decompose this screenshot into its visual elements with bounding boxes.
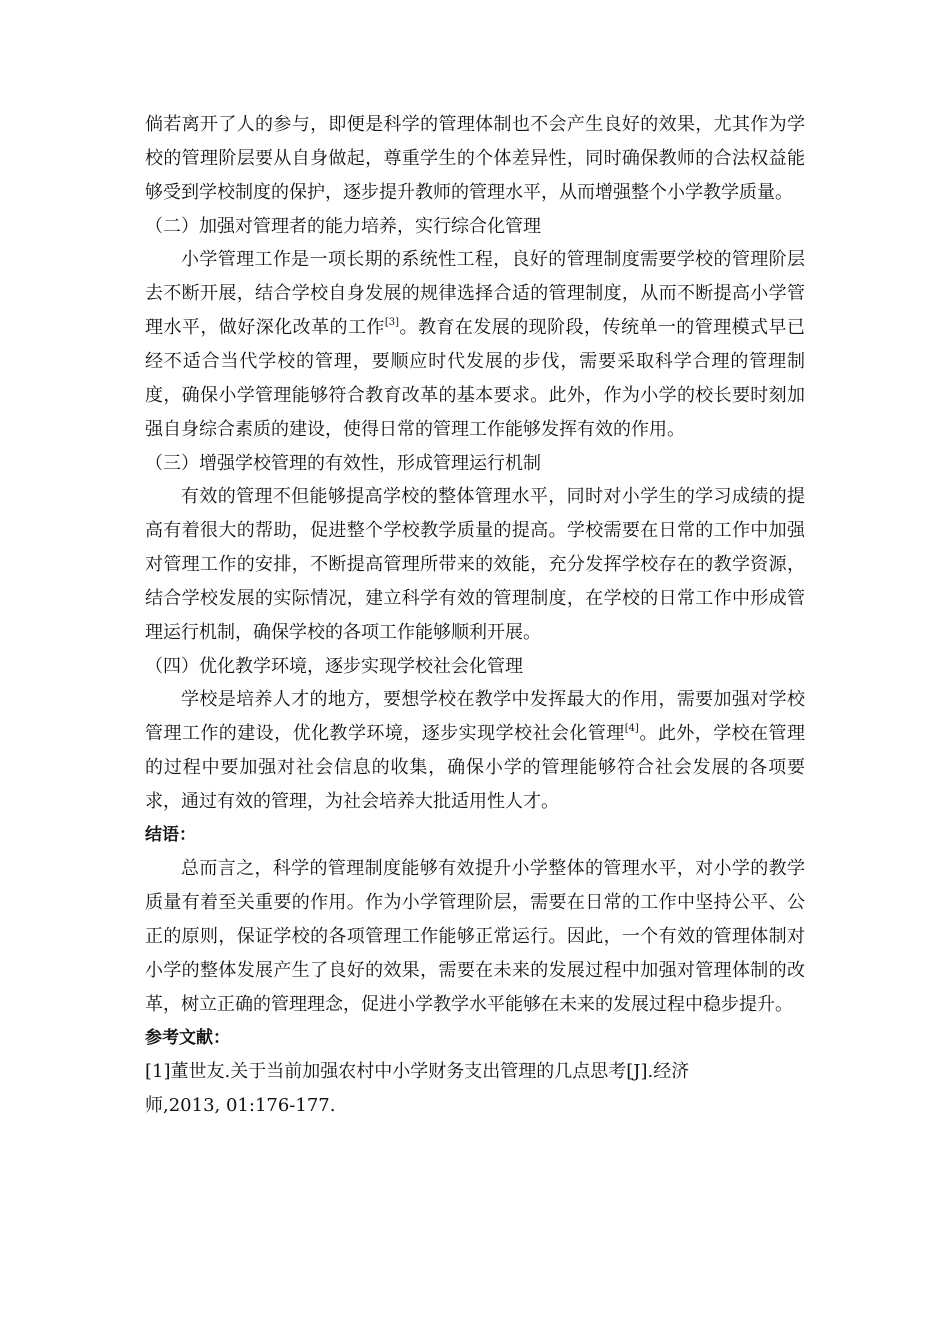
- reference-1-line-2: 师,2013, 01:176-177.: [145, 1095, 336, 1116]
- section-2-text-b: 。教育在发展的现阶段，传统单一的管理模式早已经不适合当代学校的管理，要顺应时代发展的步伐，需要采取科学合理的管理制度，确保小学管理能够符合教育改革的基本要求。此外，作为小学的校长要时刻加强自身综合素质的建设，使得日常的管理工作能够发挥有效的作用。: [145, 317, 806, 440]
- section-4-heading: （四）优化教学环境，逐步实现学校社会化管理: [145, 656, 523, 677]
- citation-3: [3]: [384, 317, 400, 328]
- section-2-paragraph: [145, 243, 805, 447]
- section-2-heading: （二）加强对管理者的能力培养，实行综合化管理: [145, 216, 541, 237]
- section-2-text-a: 小学管理工作是一项长期的系统性工程，良好的管理制度需要学校的管理阶层去不断开展，结合学校自身发展的规律选择合适的管理制度，从而不断提高小学管理水平，做好深化改革的工作: [145, 249, 805, 338]
- conclusion-heading: 结语：: [145, 825, 196, 845]
- section-4-paragraph: [145, 683, 805, 819]
- conclusion-paragraph: 总而言之，科学的管理制度能够有效提升小学整体的管理水平，对小学的教学质量有着至关重要的作用。作为小学管理阶层，需要在日常的工作中坚持公平、公正的原则，保证学校的各项管理工作能够正常运行。因此，一个有效的管理体制对小学的整体发展产生了良好的效果，需要在未来的发展过程中加强对管理体制的改革，树立正确的管理理念，促进小学教学水平能够在未来的发展过程中稳步提升。: [145, 858, 805, 1015]
- references-heading: 参考文献：: [145, 1028, 230, 1048]
- reference-1-line-1: [1]董世友.关于当前加强农村中小学财务支出管理的几点思考[J].经济: [145, 1061, 690, 1082]
- section-3-heading: （三）增强学校管理的有效性，形成管理运行机制: [145, 453, 541, 474]
- citation-4: [4]: [624, 723, 639, 734]
- section-3-paragraph: 有效的管理不但能够提高学校的整体管理水平，同时对小学生的学习成绩的提高有着很大的帮助，促进整个学校教学质量的提高。学校需要在日常的工作中加强对管理工作的安排，不断提高管理所带来的效能，充分发挥学校存在的教学资源，结合学校发展的实际情况，建立科学有效的管理制度，在学校的日常工作中形成管理运行机制，确保学校的各项工作能够顺利开展。: [145, 486, 805, 643]
- section-4-text-a: 学校是培养人才的地方，要想学校在教学中发挥最大的作用，需要加强对学校管理工作的建设，优化教学环境，逐步实现学校社会化管理: [145, 689, 805, 744]
- section-4-text-b: 。此外，学校在管理的过程中要加强对社会信息的收集，确保小学的管理能够符合社会发展的各项要求，通过有效的管理，为社会培养大批适用性人才。: [145, 723, 806, 812]
- paragraph-intro: 倘若离开了人的参与，即便是科学的管理体制也不会产生良好的效果，尤其作为学校的管理阶层要从自身做起，尊重学生的个体差异性，同时确保教师的合法权益能够受到学校制度的保护，逐步提升教师的管理水平，从而增强整个小学教学质量。: [145, 114, 805, 203]
- document-page: [145, 108, 805, 1123]
